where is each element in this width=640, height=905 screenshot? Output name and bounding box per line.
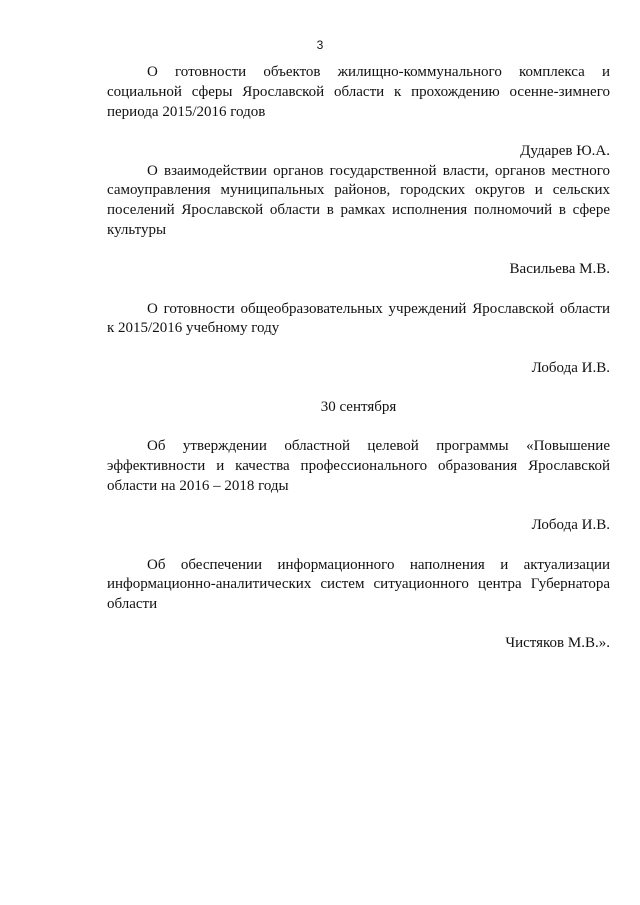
agenda-item-2-text: О взаимодействии органов государственной власти, органов местного самоуправления муниципальных районов, городских округов и сельских поселений Ярославской области в рамках исполнения полномочий в сфере культуры (107, 162, 610, 239)
agenda-date-heading: 30 сентября (320, 399, 397, 416)
agenda-content (107, 63, 610, 654)
agenda-item-3-responsible: Лобода И.В. (531, 359, 610, 376)
agenda-item-1-responsible: Дударев Ю.А. (520, 142, 610, 159)
agenda-item-1-text: О готовности объектов жилищно-коммунального комплекса и социальной сферы Ярославской области к прохождению осенне-зимнего периода 2015/2016 годов (107, 64, 610, 120)
agenda-item-4-responsible: Лобода И.В. (531, 517, 610, 534)
agenda-item-5-text: Об обеспечении информационного наполнения и актуализации информационно-аналитических систем ситуационного центра Губернатора области (107, 556, 610, 613)
agenda-item-2-responsible: Васильева М.В. (509, 261, 610, 278)
page-number: 3 (316, 38, 324, 52)
agenda-item-4-text: Об утверждении областной целевой программы «Повышение эффективности и качества профессионального образования Ярославской области на 2016 – 2018 годы (107, 438, 610, 494)
agenda-item-5-responsible: Чистяков М.В.». (505, 635, 610, 652)
agenda-item-3-text: О готовности общеобразовательных учреждений Ярославской области к 2015/2016 учебному году (107, 300, 610, 337)
